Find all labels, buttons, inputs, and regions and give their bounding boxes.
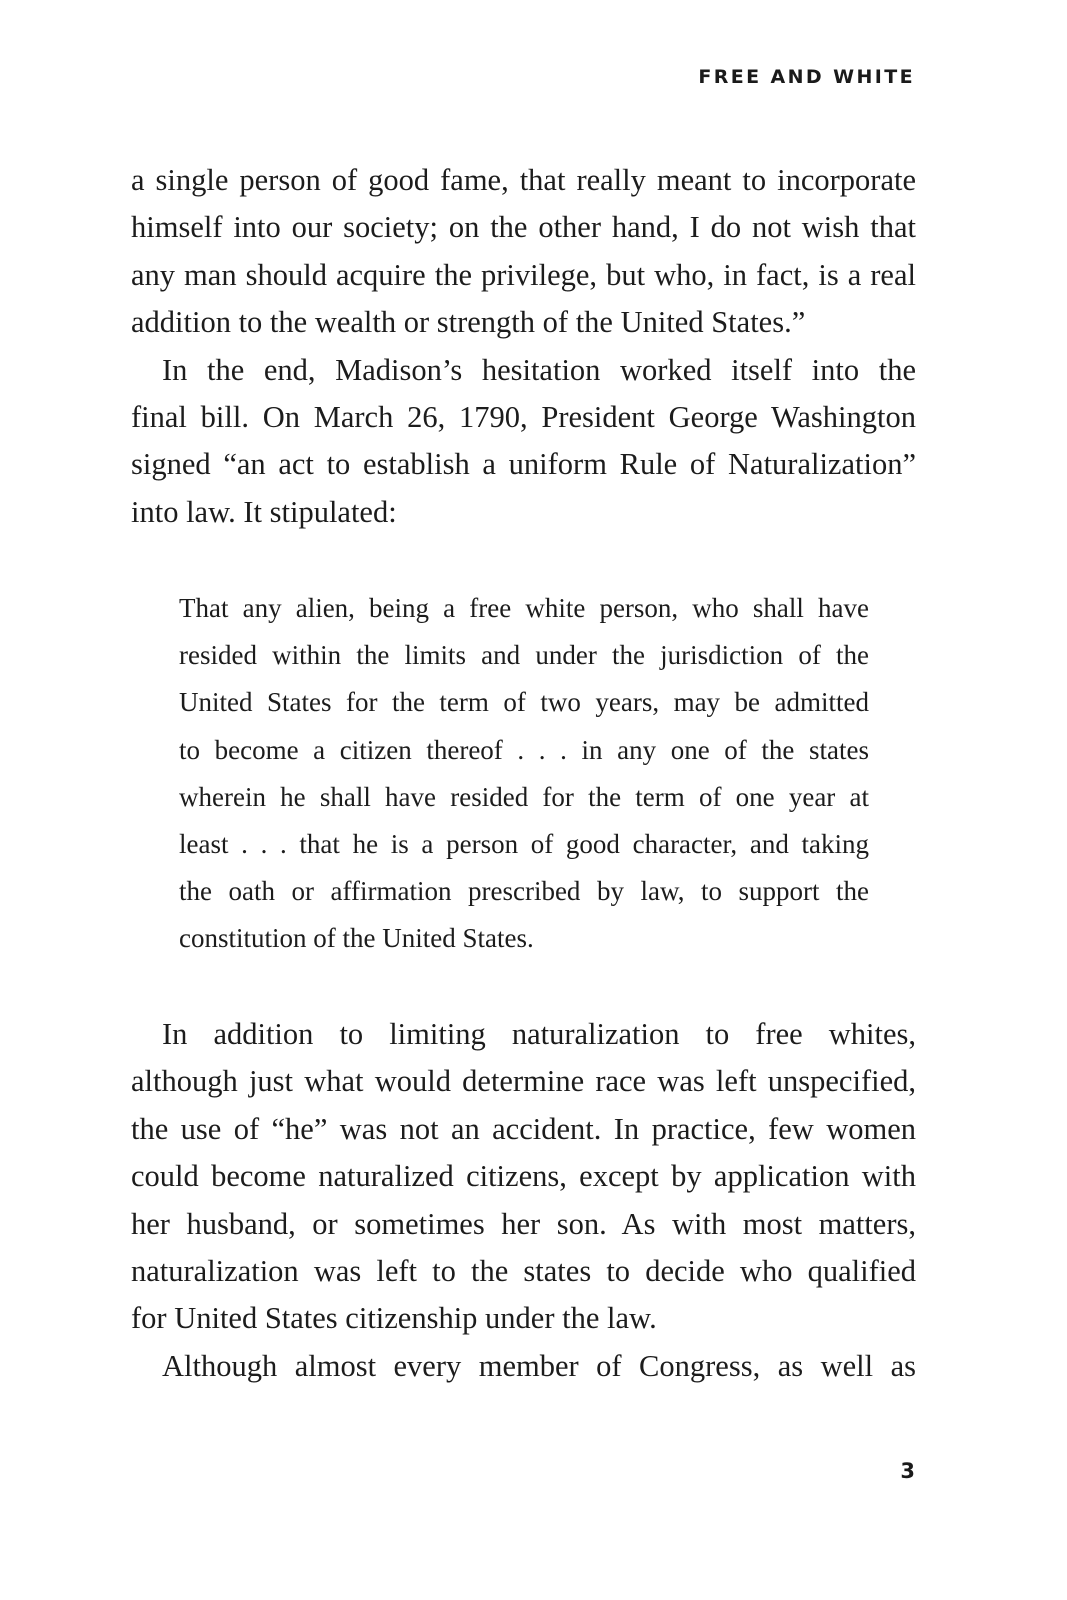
- text-line: into law. It stipulated:: [131, 494, 397, 529]
- paragraph-madison: [131, 347, 916, 537]
- paragraph-addition: [131, 1011, 916, 1343]
- text-line: any man should acquire the privilege, but who, in fact, is a real: [131, 257, 916, 292]
- quote-line: the oath or affirmation prescribed by law, to support the: [179, 876, 869, 907]
- quote-line: constitution of the United States.: [179, 923, 534, 954]
- quote-line: United States for the term of two years, may be admitted: [179, 687, 869, 718]
- quote-line: to become a citizen thereof . . . in any one of the states: [179, 734, 869, 765]
- running-head: FREE AND WHITE: [698, 66, 915, 88]
- text-line: final bill. On March 26, 1790, President George Washington: [131, 399, 916, 434]
- text-line: Although almost every member of Congress, as well as: [162, 1348, 916, 1383]
- quote-line: resided within the limits and under the jurisdiction of the: [179, 640, 869, 671]
- text-line: addition to the wealth or strength of the United States.”: [131, 305, 806, 340]
- text-line: naturalization was left to the states to decide who qualified: [131, 1253, 916, 1288]
- text-line: signed “an act to establish a uniform Rule of Naturalization”: [131, 447, 916, 482]
- text-line: could become naturalized citizens, except by application with: [131, 1159, 916, 1194]
- text-line: a single person of good fame, that really meant to incorporate: [131, 163, 916, 197]
- block-quote: [179, 585, 869, 963]
- quote-line: That any alien, being a free white person, who shall have: [179, 593, 869, 623]
- text-line: In the end, Madison’s hesitation worked itself into the: [162, 352, 916, 387]
- quote-line: wherein he shall have resided for the term of one year at: [179, 781, 869, 812]
- text-line: although just what would determine race was left unspecified,: [131, 1064, 916, 1099]
- text-line: the use of “he” was not an accident. In practice, few women: [131, 1111, 916, 1146]
- page-number: 3: [900, 1459, 915, 1483]
- paragraph-congress: [131, 1343, 916, 1390]
- text-line: himself into our society; on the other hand, I do not wish that: [131, 210, 916, 245]
- quote-line: least . . . that he is a person of good character, and taking: [179, 828, 869, 859]
- paragraph-continued: [131, 157, 916, 347]
- text-line: In addition to limiting naturalization to free whites,: [162, 1017, 916, 1051]
- text-line: her husband, or sometimes her son. As with most matters,: [131, 1206, 916, 1241]
- text-line: for United States citizenship under the law.: [131, 1301, 657, 1336]
